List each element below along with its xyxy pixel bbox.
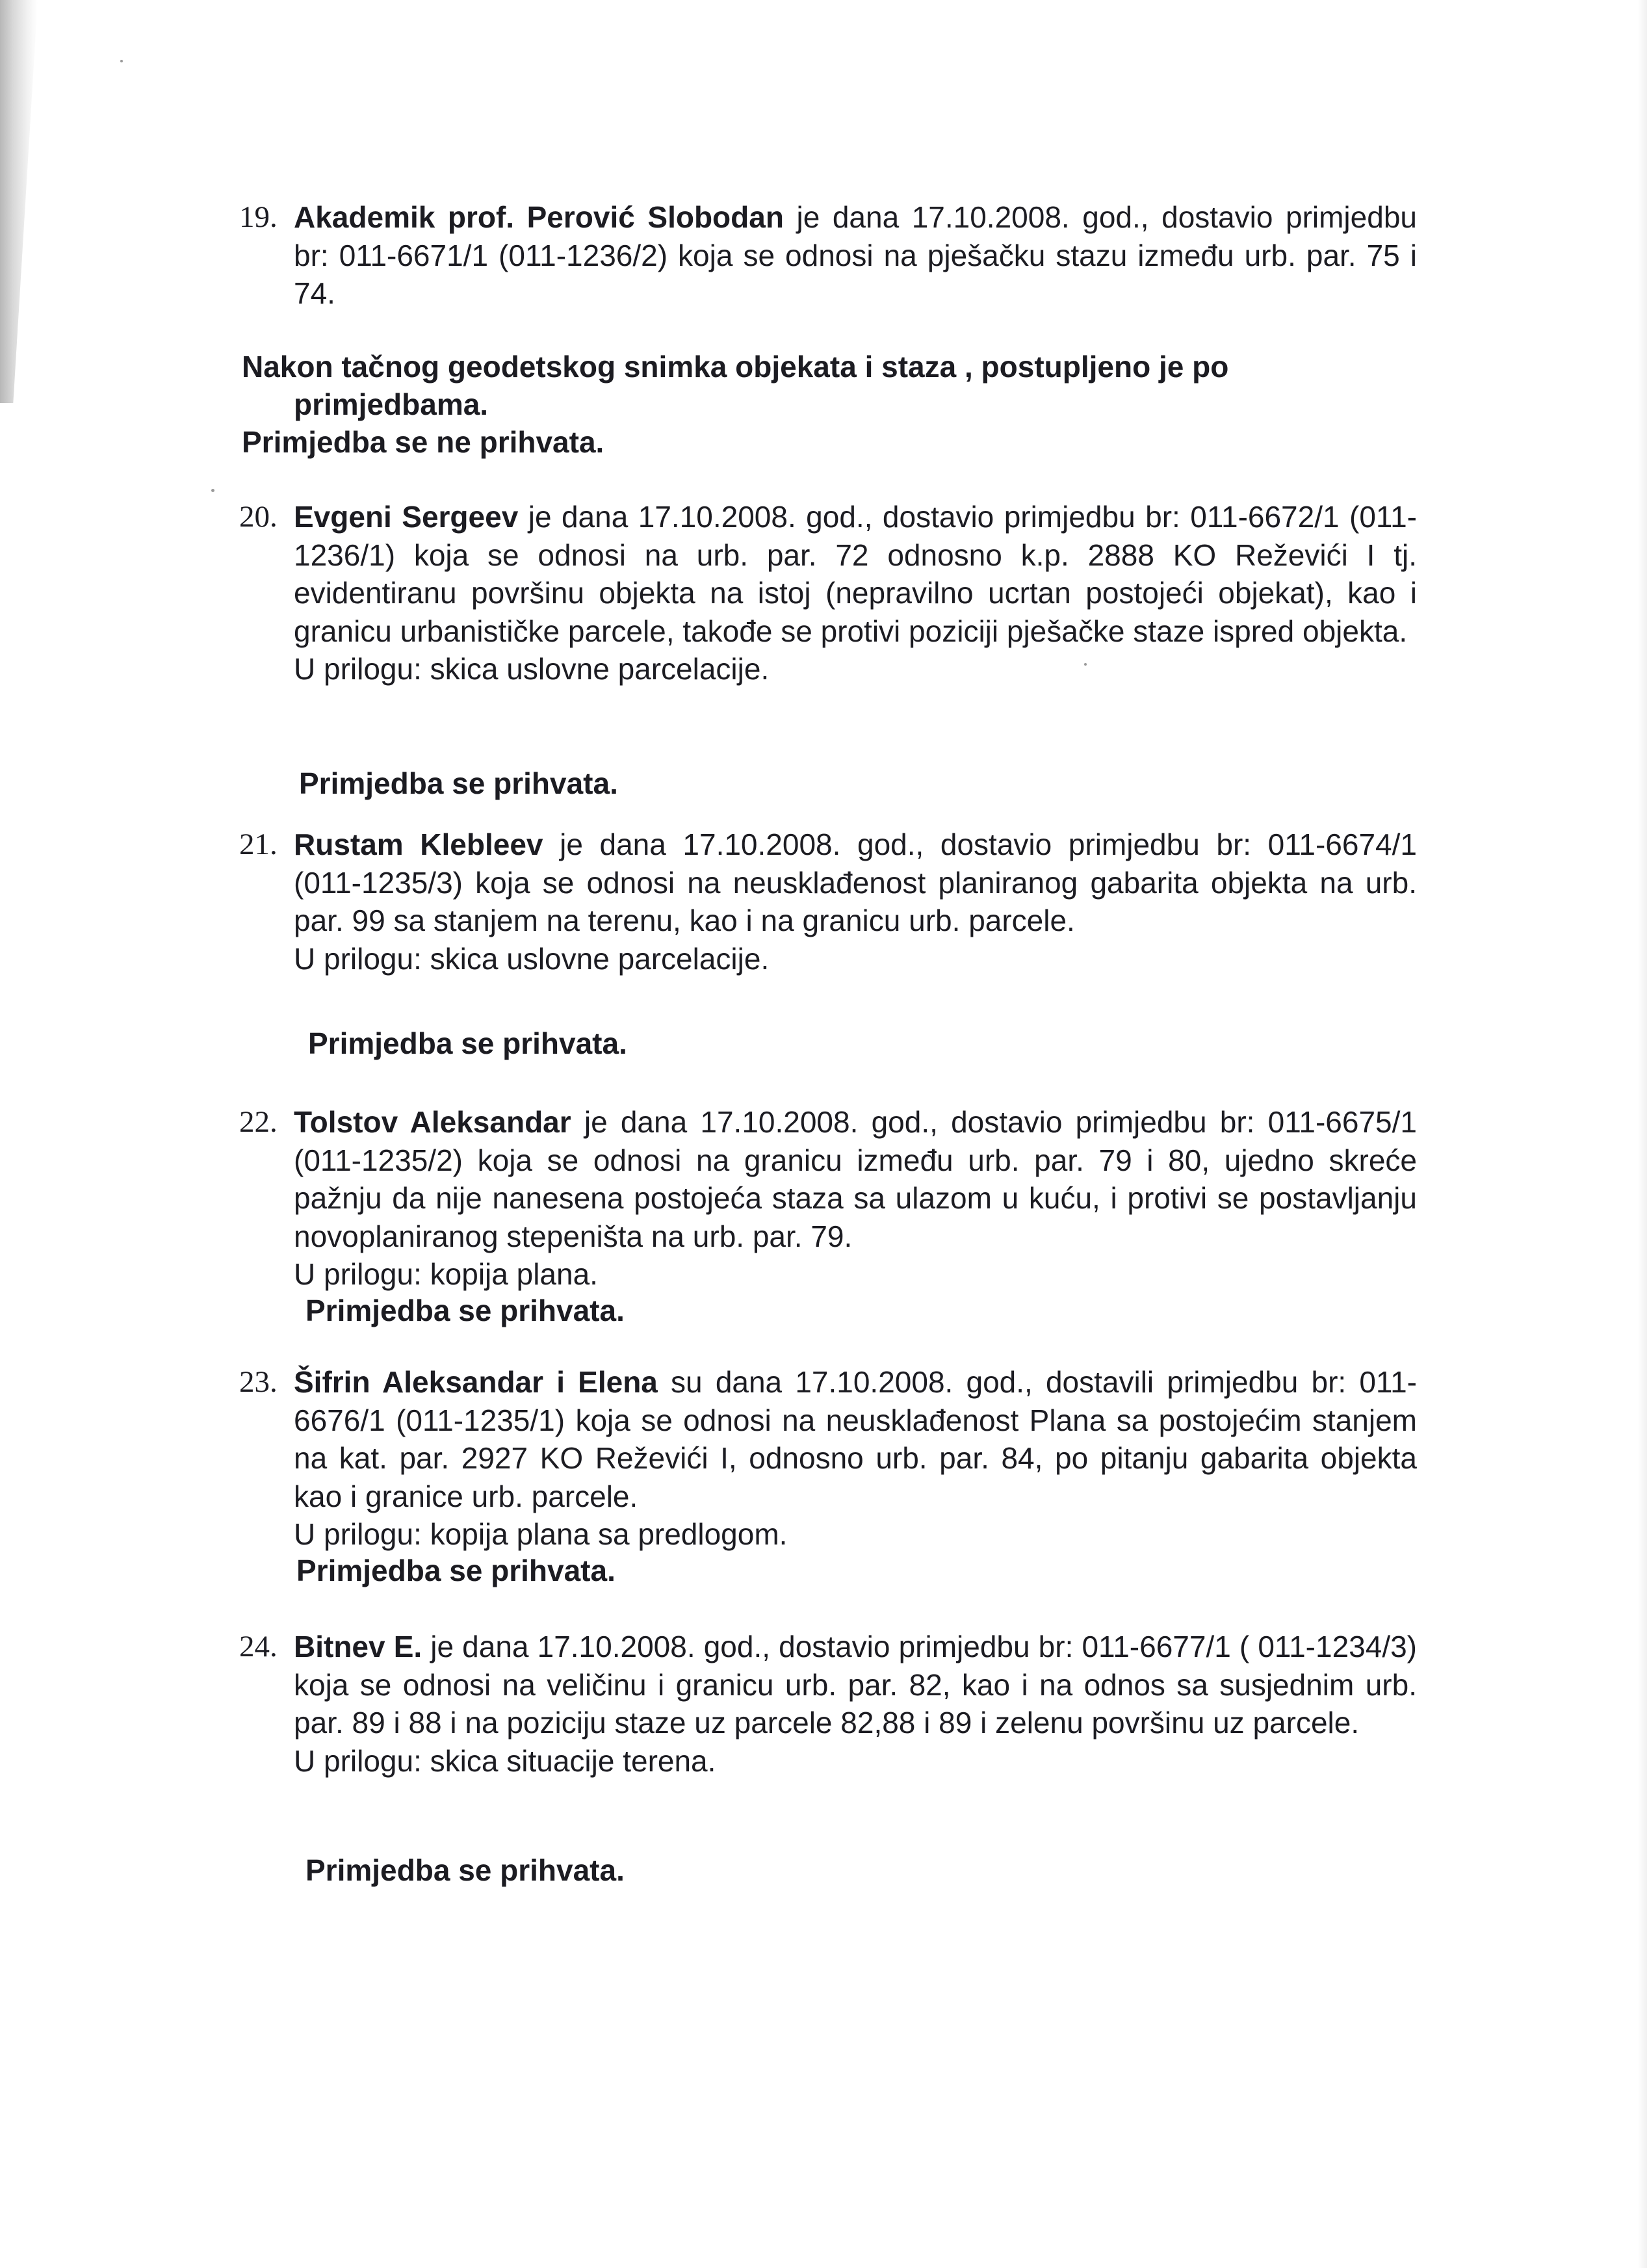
scan-speck	[1084, 663, 1087, 666]
item-number: 20.	[239, 500, 278, 534]
attachment-note: U prilogu: skica situacije terena.	[294, 1743, 716, 1778]
submitter-name: Akademik prof. Perović Slobodan	[294, 200, 784, 234]
remark-description: su dana 17.10.2008. god., dostavili primjedbu br: 011-6676/1 (011-1235/1) koja se odnosi na neusklađenost Plana sa postojećim stanjem na kat. par. 2927 KO Reževići I, odnosno urb. par. 84, po pitanju gabarita objekta kao i granice urb. parcele.	[294, 1365, 1417, 1513]
remark-description: je dana 17.10.2008. god., dostavio primjedbu br: 011-6674/1 (011-1235/3) koja se odnosi na neusklađenost planiranog gabarita objekta na urb. par. 99 sa stanjem na terenu, kao i na granicu urb. parcele.	[294, 828, 1418, 937]
verdict-not-accepted: Primjedba se ne prihvata.	[242, 425, 604, 459]
item-text	[294, 826, 1417, 940]
attachment-note: U prilogu: skica uslovne parcelacije.	[294, 941, 770, 976]
verdict-accepted: Primjedba se prihvata.	[308, 1026, 627, 1060]
item-number: 22.	[239, 1105, 278, 1139]
verdict-accepted: Primjedba se prihvata.	[305, 1853, 625, 1887]
resolution-note-19	[242, 348, 1418, 461]
attachment-note: U prilogu: kopija plana.	[294, 1257, 598, 1291]
verdict-accepted: Primjedba se prihvata.	[296, 1554, 616, 1587]
scan-speck	[120, 60, 123, 62]
item-text	[294, 198, 1417, 313]
item-number: 24.	[239, 1630, 278, 1663]
submitter-name: Bitnev E.	[294, 1630, 422, 1663]
item-number: 21.	[239, 828, 278, 861]
submitter-name: Evgeni Sergeev	[294, 500, 519, 534]
resolution-note-line-1: Nakon tačnog geodetskog snimka objekata i staza , postupljeno je po	[242, 350, 1229, 384]
item-text	[294, 498, 1417, 650]
attachment-note: U prilogu: kopija plana sa predlogom.	[294, 1517, 788, 1551]
remark-description: je dana 17.10.2008. god., dostavio primjedbu br: 011-6672/1 (011-1236/1) koja se odnosi na urb. par. 72 odnosno k.p. 2888 KO Reževići I tj. evidentiranu površinu objekta na istoj (nepravilno ucrtan postojeći objekat), kao i granicu urbanističke parcele, takođe se protivi poziciji pješačke staze ispred objekta.	[294, 500, 1417, 648]
remark-description: je dana 17.10.2008. god., dostavio primjedbu br: 011-6677/1 ( 011-1234/3) koja se odnosi na veličinu i granicu urb. par. 82, kao i na odnos sa susjednim urb. par. 89 i 88 i na poziciju staze uz parcele 82,88 i 89 i zelenu površinu uz parcele.	[294, 1630, 1417, 1740]
verdict-accepted: Primjedba se prihvata.	[305, 1294, 625, 1327]
remark-description: je dana 17.10.2008. god., dostavio primjedbu br: 011-6671/1 (011-1236/2) koja se odnosi na pješačku stazu između urb. par. 75 i 74.	[294, 200, 1417, 310]
resolution-note-line-2: primjedbama.	[294, 387, 489, 421]
item-text	[294, 1103, 1417, 1255]
verdict-accepted: Primjedba se prihvata.	[299, 766, 618, 800]
item-text	[294, 1363, 1417, 1515]
submitter-name: Tolstov Aleksandar	[294, 1105, 571, 1139]
item-number: 19.	[239, 200, 278, 234]
attachment-note: U prilogu: skica uslovne parcelacije.	[294, 652, 770, 686]
item-number: 23.	[239, 1365, 278, 1399]
remark-description: je dana 17.10.2008. god., dostavio primjedbu br: 011-6675/1 (011-1235/2) koja se odnosi na granicu između urb. par. 79 i 80, ujedno skreće pažnju da nije nanesena postojeća staza sa ulazom u kuću, i protivi se postavljanju novoplaniranog stepeništa na urb. par. 79.	[294, 1105, 1418, 1253]
submitter-name: Rustam Klebleev	[294, 828, 543, 861]
submitter-name: Šifrin Aleksandar i Elena	[294, 1365, 658, 1399]
item-text	[294, 1628, 1417, 1742]
scan-speck	[211, 489, 214, 492]
